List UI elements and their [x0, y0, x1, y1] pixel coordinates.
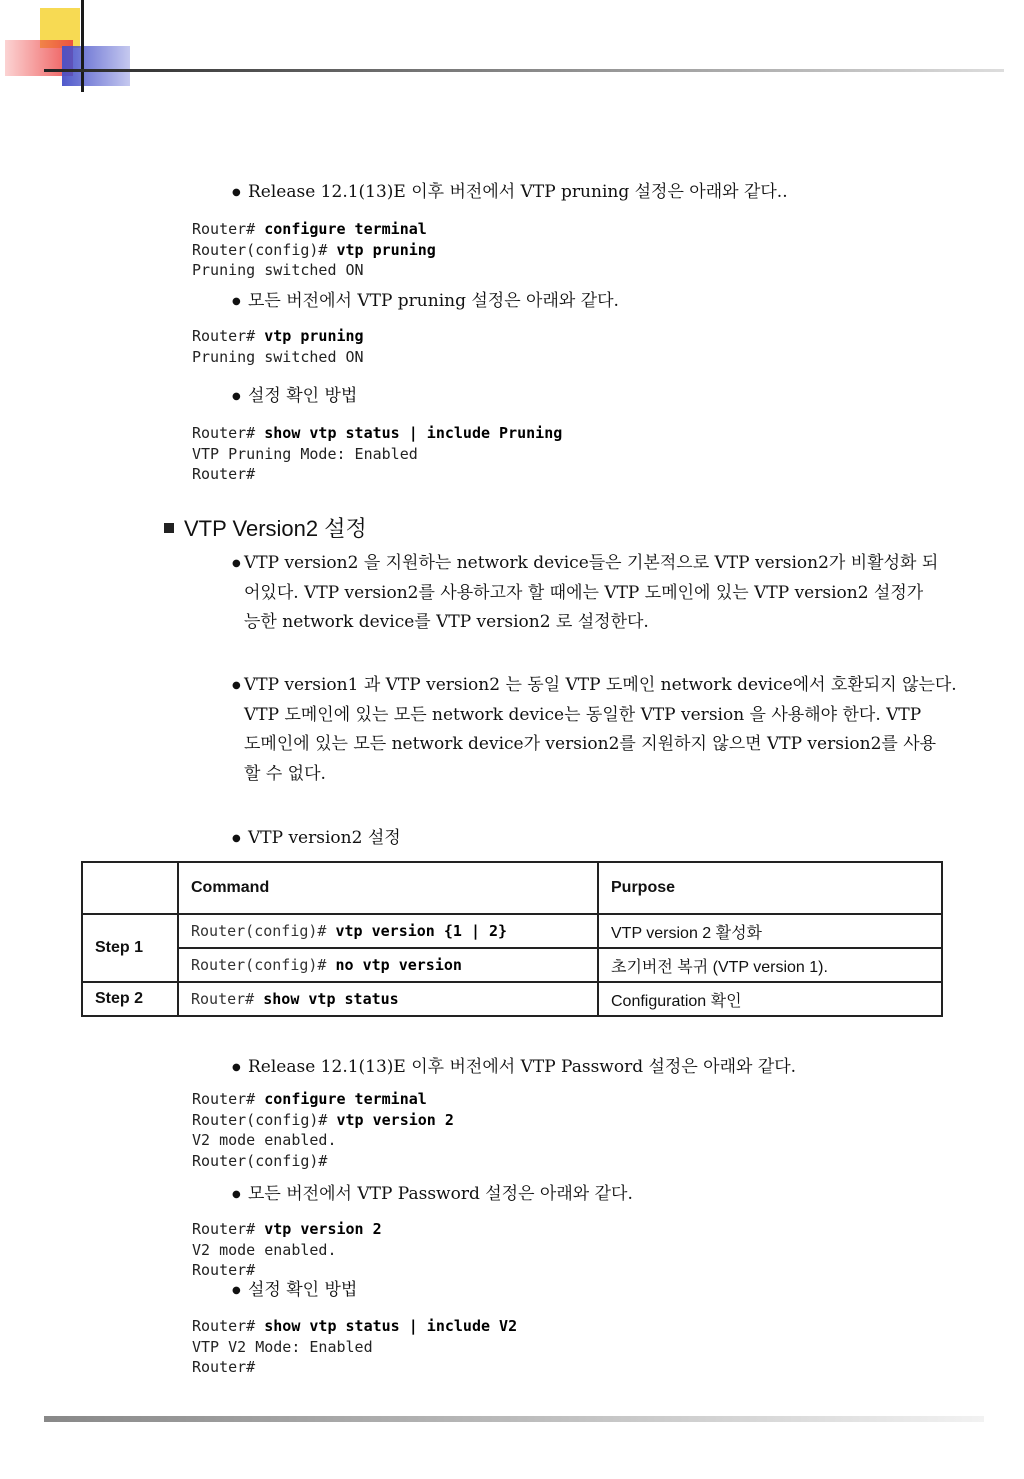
code-block-verify-version2 — [192, 1316, 517, 1378]
table-row — [82, 948, 942, 982]
bullet-version2-all: ● 모든 버전에서 VTP Password 설정은 아래와 같다. — [232, 1184, 633, 1204]
bullet-verify-pruning: ● 설정 확인 방법 — [232, 386, 358, 406]
square-bullet-icon — [164, 523, 174, 533]
paragraph-version-compat: ● VTP version1 과 VTP version2 는 동일 VTP 도메인 network device에서 호환되지 않는다. VTP 도메인에 있는 모든 network device는 동일한 VTP version 을 사용해야 한다. VTP 도메인에 있는 모든 network device가 version2를 지원하지 않으면 VTP version2를 사용 할 수 없다. — [244, 671, 966, 789]
header-deco-blue — [62, 46, 130, 86]
footer-rule — [44, 1416, 984, 1422]
code-line: VTP Pruning Mode: Enabled — [192, 444, 418, 463]
command-cell: Router# show vtp status — [178, 982, 598, 1016]
paragraph-line: 할 수 없다. — [244, 763, 326, 784]
code-line: Router(config)# vtp pruning — [192, 240, 436, 259]
table-row — [82, 914, 942, 948]
code-line: Router# — [192, 1358, 256, 1376]
bullet-verify-version2: ● 설정 확인 방법 — [232, 1280, 358, 1300]
paragraph-line: 도메인에 있는 모든 network device가 version2를 지원하지 않으면 VTP version2를 사용 — [244, 734, 937, 754]
bullet-text: 모든 버전에서 VTP Password 설정은 아래와 같다. — [248, 1184, 633, 1204]
table-row — [82, 982, 942, 1016]
bullet-pruning-release: ● Release 12.1(13)E 이후 버전에서 VTP pruning 설정은 아래와 같다.. — [232, 182, 788, 202]
bullet-text: Release 12.1(13)E 이후 버전에서 VTP pruning 설정은 아래와 같다.. — [248, 182, 788, 202]
code-line: Router(config)# — [192, 1151, 328, 1170]
header-deco-vline — [81, 0, 84, 92]
bullet-version2-config: ● VTP version2 설정 — [232, 828, 401, 848]
step-label: Step 2 — [82, 982, 178, 1016]
table-header-command: Command — [178, 862, 598, 914]
code-line: VTP V2 Mode: Enabled — [192, 1337, 373, 1356]
code-block-version2-all — [192, 1219, 382, 1281]
code-line: Router# show vtp status | include V2 — [192, 1317, 518, 1335]
code-line: Router# vtp pruning — [192, 327, 364, 345]
paragraph-line: 어있다. VTP version2를 사용하고자 할 때에는 VTP 도메인에 있는 VTP version2 설정가 — [244, 582, 924, 603]
code-block-pruning-release — [192, 219, 436, 281]
bullet-text: Release 12.1(13)E 이후 버전에서 VTP Password 설정은 아래와 같다. — [248, 1057, 797, 1077]
paragraph-line: VTP version1 과 VTP version2 는 동일 VTP 도메인 network device에서 호환되지 않는다. — [244, 675, 957, 695]
command-cell: Router(config)# no vtp version — [178, 948, 598, 982]
paragraph-line: 능한 network device를 VTP version2 로 설정한다. — [244, 612, 649, 632]
bullet-text: 모든 버전에서 VTP pruning 설정은 아래와 같다. — [248, 291, 619, 311]
table-header-row — [82, 862, 942, 914]
step-label: Step 1 — [82, 914, 178, 982]
paragraph-line: VTP version2 을 지원하는 network device들은 기본적으로 VTP version2가 비활성화 되 — [244, 553, 939, 573]
purpose-cell: VTP version 2 활성화 — [598, 914, 942, 948]
bullet-text: VTP version2 설정 — [248, 828, 401, 848]
section-title: VTP Version2 설정 — [184, 516, 367, 541]
bullet-text: 설정 확인 방법 — [248, 1280, 358, 1300]
purpose-cell: 초기버전 복귀 (VTP version 1). — [598, 948, 942, 982]
command-cell: Router(config)# vtp version {1 | 2} — [178, 914, 598, 948]
code-line: Router# configure terminal — [192, 1090, 427, 1108]
code-line: Router# show vtp status | include Pruning — [192, 424, 563, 442]
code-block-verify-pruning — [192, 423, 562, 485]
table-header-empty — [82, 862, 178, 914]
paragraph-line: VTP 도메인에 있는 모든 network device는 동일한 VTP version 을 사용해야 한다. VTP — [244, 704, 922, 725]
bullet-text: 설정 확인 방법 — [248, 386, 358, 406]
command-table — [81, 861, 943, 1017]
code-line: V2 mode enabled. — [192, 1131, 337, 1149]
bullet-version2-release: ● Release 12.1(13)E 이후 버전에서 VTP Password 설정은 아래와 같다. — [232, 1057, 797, 1077]
code-line: Router(config)# vtp version 2 — [192, 1110, 454, 1129]
paragraph-version2-support: ● VTP version2 을 지원하는 network device들은 기본적으로 VTP version2가 비활성화 되 어있다. VTP version2를 사용하고자 할 때에는 VTP 도메인에 있는 VTP version2 설정가 능한 network device를 VTP version2 로 설정한다. — [244, 549, 966, 638]
section-heading-vtp-version2 — [164, 512, 367, 543]
code-line: Router# — [192, 1261, 256, 1279]
code-line: V2 mode enabled. — [192, 1240, 337, 1259]
code-line: Pruning switched ON — [192, 261, 364, 279]
purpose-cell: Configuration 확인 — [598, 982, 942, 1016]
code-line: Pruning switched ON — [192, 347, 364, 366]
header-rule — [44, 69, 1004, 72]
table-header-purpose: Purpose — [598, 862, 942, 914]
bullet-pruning-all: ● 모든 버전에서 VTP pruning 설정은 아래와 같다. — [232, 291, 619, 311]
code-block-pruning-all — [192, 326, 364, 367]
code-block-version2-release — [192, 1089, 454, 1171]
code-line: Router# — [192, 465, 256, 483]
code-line: Router# configure terminal — [192, 220, 427, 238]
code-line: Router# vtp version 2 — [192, 1220, 382, 1238]
